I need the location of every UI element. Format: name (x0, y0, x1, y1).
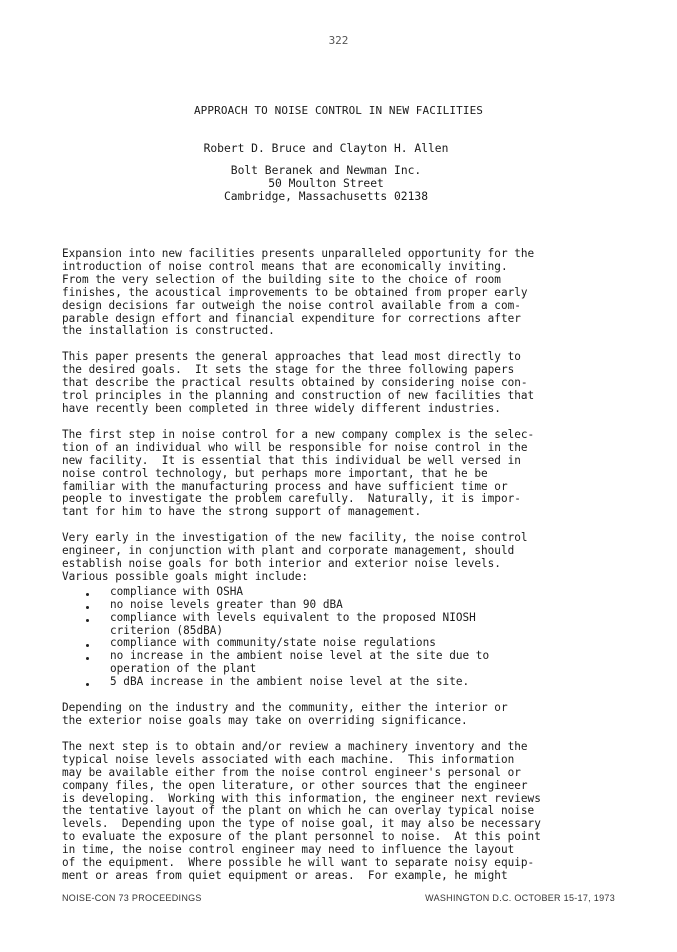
page-number: 322 (328, 34, 349, 47)
footer-location-date: WASHINGTON D.C. OCTOBER 15-17, 1973 (425, 893, 615, 903)
text-line: may be available either from the noise control engineer's personal or (62, 765, 521, 779)
list-item (62, 612, 602, 638)
paragraph-1 (62, 248, 602, 338)
text-line: ment or areas from quiet equipment or areas. For example, he might (62, 868, 508, 882)
text-line: the desired goals. It sets the stage for the three following papers (62, 363, 515, 377)
paragraph-3 (62, 429, 602, 519)
text-line: parable design effort and financial expenditure for corrections after (62, 311, 521, 325)
text-line: tant for him to have the strong support of management. (62, 505, 422, 519)
text-line: Very early in the investigation of the new facility, the noise control (62, 531, 528, 545)
paragraph-6 (62, 741, 602, 883)
list-item-text: operation of the plant (110, 662, 257, 676)
paper-title: APPROACH TO NOISE CONTROL IN NEW FACILITIES (193, 104, 484, 117)
affiliation-city: Cambridge, Massachusetts 02138 (223, 190, 429, 203)
text-line: new facility. It is essential that this individual be well versed in (62, 453, 521, 467)
text-line: design decisions far outweigh the noise control available from a com- (62, 298, 521, 312)
text-line: Various possible goals might include: (62, 569, 309, 583)
text-line: This paper presents the general approaches that lead most directly to (62, 350, 521, 364)
list-item-text: no noise levels greater than 90 dBA (110, 597, 343, 611)
list-item (62, 676, 602, 689)
list-item-text: compliance with OSHA (110, 584, 244, 598)
text-line: that describe the practical results obtained by considering noise con- (62, 376, 528, 390)
goals-list (62, 586, 602, 689)
text-line: of the equipment. Where possible he will want to separate noisy equip- (62, 856, 535, 870)
text-line: familiar with the manufacturing process and have sufficient time or (62, 479, 508, 493)
text-line: trol principles in the planning and construction of new facilities that (62, 389, 535, 403)
text-line: engineer, in conjunction with plant and corporate management, should (62, 544, 515, 558)
paragraph-5 (62, 702, 602, 728)
text-line: Expansion into new facilities presents unparalleled opportunity for the (62, 247, 535, 260)
paragraph-2 (62, 351, 602, 416)
text-line: have recently been completed in three widely different industries. (62, 401, 501, 415)
text-line: The next step is to obtain and/or review a machinery inventory and the (62, 739, 528, 753)
text-line: tion of an individual who will be responsible for noise control in the (62, 440, 528, 454)
text-line: establish noise goals for both interior and exterior noise levels. (62, 557, 501, 571)
text-line: levels. Depending upon the type of noise goal, it may also be necessary (62, 817, 541, 831)
text-line: company files, the open literature, or other sources that the engineer (62, 778, 528, 792)
text-line: people to investigate the problem carefully. Naturally, it is impor- (62, 492, 521, 506)
text-line: the installation is constructed. (62, 324, 275, 338)
text-line: From the very selection of the building site to the choice of room (62, 272, 501, 286)
text-line: Depending on the industry and the community, either the interior or (62, 701, 508, 715)
text-line: finishes, the acoustical improvements to be obtained from proper early (62, 285, 528, 299)
text-line: in time, the noise control engineer may need to influence the layout (62, 843, 515, 857)
list-item-text: compliance with levels equivalent to the proposed NIOSH (110, 610, 476, 624)
paragraph-4 (62, 532, 602, 584)
footer-proceedings: NOISE-CON 73 PROCEEDINGS (62, 893, 202, 903)
affiliation-org: Bolt Beranek and Newman Inc. (230, 164, 422, 177)
text-line: noise control technology, but perhaps more important, that he be (62, 466, 488, 480)
list-item (62, 599, 602, 612)
list-item (62, 650, 602, 676)
list-item-text: no increase in the ambient noise level at the site due to (110, 649, 490, 663)
text-line: typical noise levels associated with each machine. This information (62, 752, 515, 766)
text-line: the exterior noise goals may take on overriding significance. (62, 714, 468, 727)
text-line: is developing. Working with this information, the engineer next reviews (62, 791, 541, 805)
text-line: The first step in noise control for a new company complex is the selec- (62, 427, 535, 441)
list-item (62, 586, 602, 599)
authors: Robert D. Bruce and Clayton H. Allen (203, 142, 449, 155)
text-line: to evaluate the exposure of the plant personnel to noise. At this point (62, 830, 541, 844)
text-line: introduction of noise control means that are economically inviting. (62, 259, 508, 273)
affiliation-street: 50 Moulton Street (268, 177, 384, 190)
text-line: the tentative layout of the plant on which he can overlay typical noise (62, 804, 535, 818)
list-item-text: 5 dBA increase in the ambient noise level at the site. (110, 675, 470, 689)
affiliation (0, 164, 652, 203)
list-item-text: criterion (85dBA) (110, 623, 224, 637)
body-text (62, 248, 602, 896)
list-item-text: compliance with community/state noise regulations (110, 636, 436, 650)
